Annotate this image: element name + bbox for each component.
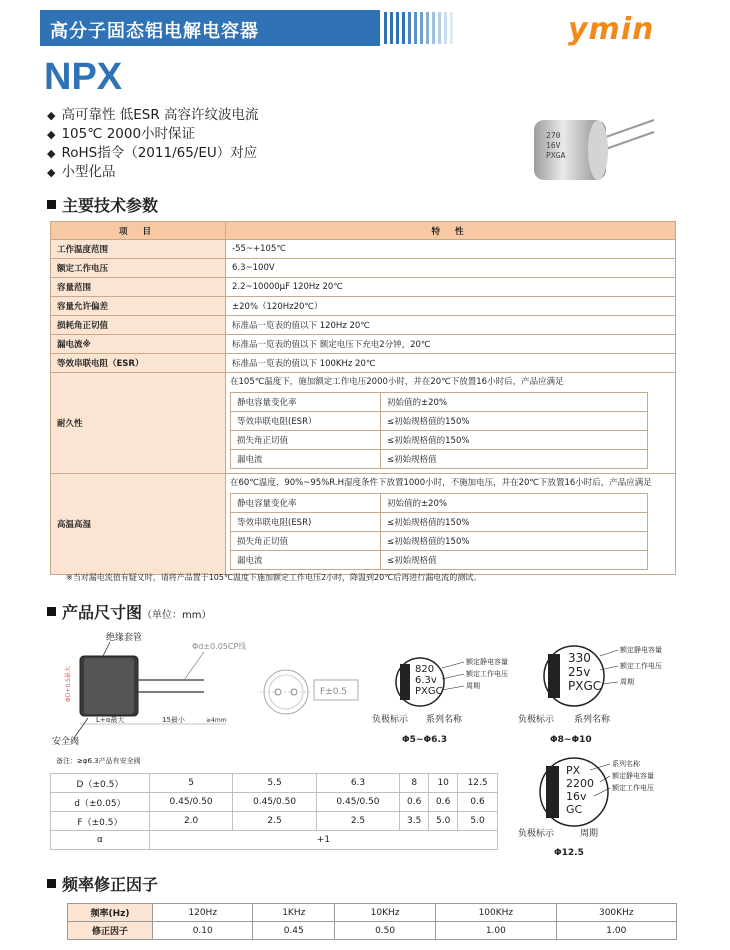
feature-item: ◆ 高可靠性 低ESR 高容许纹波电流 (47, 106, 259, 125)
mark-mid-volt: 额定工作电压 (620, 662, 662, 670)
mark-big-line1: PX (566, 764, 581, 777)
mark-big-line4: GC (566, 803, 583, 816)
mark-mid-date: 周期 (620, 678, 634, 686)
spec-label-endurance: 耐久性 (51, 373, 226, 474)
spec-label-humidity: 高温高湿 (51, 474, 226, 575)
table-cell: 0.6 (429, 793, 458, 812)
model-name: NPX (44, 56, 123, 98)
endurance-val: ≤初始规格值 (381, 450, 648, 469)
mark-big-cap: 额定静电容量 (612, 772, 654, 780)
table-cell: F（±0.5） (51, 812, 150, 831)
marking-mid (518, 638, 698, 748)
freq-value-cell: 1.00 (436, 922, 556, 940)
freq-table (67, 903, 677, 940)
endurance-key: 等效串联电阻(ESR） (231, 412, 381, 431)
mark-mid-cap: 额定静电容量 (620, 646, 662, 654)
header-stripes (384, 12, 453, 44)
marking-small (372, 646, 536, 756)
dimensions-unit: （单位：mm） (142, 610, 212, 621)
table-cell: 5.0 (429, 812, 458, 831)
endurance-table (230, 392, 648, 469)
lead-length-label: 15最小 (162, 716, 185, 724)
mark-big-series-top: 系列名称 (612, 760, 640, 768)
humidity-condition: 在60℃温度、90%~95%R.H湿度条件下放置1000小时，不施加电压，并在20℃下放置16小时后，产品应满足 (230, 478, 652, 488)
sleeve-label: 绝缘套管 (106, 633, 143, 643)
spec-label: 漏电流※ (51, 335, 226, 354)
freq-header-cell: 10KHz (335, 904, 436, 922)
cap-print-2: 16V (546, 141, 561, 150)
endurance-key: 漏电流 (231, 450, 381, 469)
table-row (51, 793, 498, 812)
mark-big-size: Φ12.5 (554, 848, 584, 858)
mark-small-date: 周期 (466, 682, 480, 690)
mark-big-neg: 负极标示 (518, 829, 555, 839)
humidity-table (230, 493, 648, 570)
dimensions-heading (47, 600, 212, 623)
spec-label: 容量范围 (51, 278, 226, 297)
table-row (68, 922, 677, 940)
table-cell: 2.0 (149, 812, 232, 831)
mark-small-series: 系列名称 (426, 715, 463, 725)
mark-small-cap: 额定静电容量 (466, 658, 508, 666)
freq-value-cell: 0.45 (253, 922, 335, 940)
gap-label: ≥4mm (206, 717, 227, 724)
spec-value: 2.2~10000μF 120Hz 20℃ (226, 278, 676, 297)
mark-small-volt: 额定工作电压 (466, 670, 508, 678)
page-title: 高分子固态铝电解电容器 (50, 21, 259, 42)
spec-heading-text: 主要技术参数 (62, 196, 159, 215)
bullet-square (47, 879, 56, 888)
bullet-square (47, 200, 56, 209)
table-cell: 12.5 (458, 774, 498, 793)
endurance-condition: 在105℃温度下，施加额定工作电压2000小时，并在20℃下放置16小时后，产品应满足 (230, 377, 564, 387)
table-cell: 8 (400, 774, 429, 793)
mark-small-size: Φ5~Φ6.3 (402, 735, 448, 745)
mark-big-date: 周期 (580, 829, 599, 839)
table-cell: 3.5 (400, 812, 429, 831)
mark-mid-line3: PXGC (568, 679, 602, 693)
lead-label: Φd±0.05CP线 (192, 642, 247, 651)
table-cell: 2.5 (233, 812, 316, 831)
spec-table (50, 221, 676, 575)
mark-mid-series: 系列名称 (574, 715, 611, 725)
spec-footnote: ※当对漏电流值有疑义时，请将产品置于105℃温度下施加额定工作电压2小时，降温到20℃后再进行漏电流的测试。 (66, 573, 482, 582)
mark-big-line2: 2200 (566, 777, 594, 790)
table-row (51, 831, 498, 850)
humidity-key: 静电容量变化率 (231, 494, 381, 513)
spec-label: 额定工作电压 (51, 259, 226, 278)
feature-item: ◆ 小型化品 (47, 163, 259, 182)
table-row (68, 904, 677, 922)
table-cell: 10 (429, 774, 458, 793)
mark-small-line3: PXGC (415, 686, 443, 697)
brand-logo: ymin (568, 12, 655, 47)
freq-value-cell: 0.10 (153, 922, 253, 940)
dimensions-heading-text: 产品尺寸图 (62, 603, 143, 622)
mark-big-line3: 16v (566, 790, 587, 803)
humidity-val: 初始值的±20% (381, 494, 648, 513)
vent-label: 安全阀 (52, 737, 80, 747)
humidity-cell (226, 474, 676, 575)
spec-label: 损耗角正切值 (51, 316, 226, 335)
feature-item: ◆ 105℃ 2000小时保证 (47, 125, 259, 144)
freq-value-cell: 修正因子 (68, 922, 153, 940)
endurance-val: 初始值的±20% (381, 393, 648, 412)
spec-value: 6.3~100V (226, 259, 676, 278)
freq-header-cell: 300KHz (556, 904, 676, 922)
cap-print-1: 270 (546, 131, 561, 140)
table-row (51, 774, 498, 793)
spec-label: 容量允许偏差 (51, 297, 226, 316)
table-cell: d（±0.05） (51, 793, 150, 812)
spec-col-char: 特 性 (226, 222, 676, 240)
table-cell: 0.45/0.50 (149, 793, 232, 812)
bullet-square (47, 607, 56, 616)
table-cell: 0.6 (400, 793, 429, 812)
freq-heading (47, 872, 158, 895)
table-cell: 0.6 (458, 793, 498, 812)
cap-print-3: PXGA (546, 151, 566, 160)
mark-big-volt: 额定工作电压 (612, 784, 654, 792)
mark-mid-line1: 330 (568, 651, 591, 665)
table-cell: +1 (149, 831, 497, 850)
dimension-note: 备注：≥φ6.3产品有安全阀 (56, 757, 141, 765)
humidity-key: 等效串联电阻(ESR) (231, 513, 381, 532)
humidity-key: 损失角正切值 (231, 532, 381, 551)
spec-value: -55~+105℃ (226, 240, 676, 259)
spec-value: 标准品一览表的值以下 120Hz 20℃ (226, 316, 676, 335)
feature-item: ◆ RoHS指令（2011/65/EU）对应 (47, 144, 259, 163)
mark-small-line1: 820 (415, 664, 435, 675)
freq-heading-text: 频率修正因子 (62, 875, 159, 894)
spec-value: 标准品一览表的值以下 额定电压下充电2分钟，20℃ (226, 335, 676, 354)
humidity-val: ≤初始规格值的150% (381, 513, 648, 532)
feature-list (47, 106, 259, 182)
freq-header-cell: 1KHz (253, 904, 335, 922)
freq-value-cell: 0.50 (335, 922, 436, 940)
spec-value: 标准品一览表的值以下 100KHz 20℃ (226, 354, 676, 373)
spec-value: ±20%（120Hz20℃） (226, 297, 676, 316)
table-cell: 5.5 (233, 774, 316, 793)
dimension-drawing (44, 628, 394, 750)
table-cell: α (51, 831, 150, 850)
table-row (51, 812, 498, 831)
endurance-key: 损失角正切值 (231, 431, 381, 450)
dimension-table (50, 773, 498, 850)
humidity-val: ≤初始规格值的150% (381, 532, 648, 551)
table-cell: D（±0.5） (51, 774, 150, 793)
mark-small-neg: 负极标示 (372, 715, 409, 725)
page-header (0, 10, 730, 46)
endurance-val: ≤初始规格值的150% (381, 412, 648, 431)
freq-header-cell: 100KHz (436, 904, 556, 922)
humidity-val: ≤初始规格值 (381, 551, 648, 570)
mark-mid-neg: 负极标示 (518, 715, 555, 725)
spec-col-item: 项 目 (51, 222, 226, 240)
table-cell: 5.0 (458, 812, 498, 831)
mark-mid-size: Φ8~Φ10 (550, 735, 592, 745)
freq-header-cell: 频率(Hz) (68, 904, 153, 922)
spec-label: 工作温度范围 (51, 240, 226, 259)
capacitor-image (528, 108, 658, 188)
spec-heading (47, 193, 158, 216)
table-cell: 6.3 (316, 774, 399, 793)
freq-value-cell: 1.00 (556, 922, 676, 940)
humidity-key: 漏电流 (231, 551, 381, 570)
pitch-label: F±0.5 (320, 687, 348, 697)
mark-mid-line2: 25v (568, 665, 591, 679)
endurance-val: ≤初始规格值的150% (381, 431, 648, 450)
diameter-label: ΦD+0.5最大 (65, 666, 72, 702)
mark-small-line2: 6.3v (415, 675, 437, 686)
marking-big (518, 756, 698, 860)
table-cell: 0.45/0.50 (316, 793, 399, 812)
freq-header-cell: 120Hz (153, 904, 253, 922)
spec-label: 等效串联电阻（ESR） (51, 354, 226, 373)
table-cell: 5 (149, 774, 232, 793)
table-cell: 2.5 (316, 812, 399, 831)
length-label: L+α最大 (96, 716, 125, 724)
endurance-key: 静电容量变化率 (231, 393, 381, 412)
endurance-cell (226, 373, 676, 474)
table-cell: 0.45/0.50 (233, 793, 316, 812)
